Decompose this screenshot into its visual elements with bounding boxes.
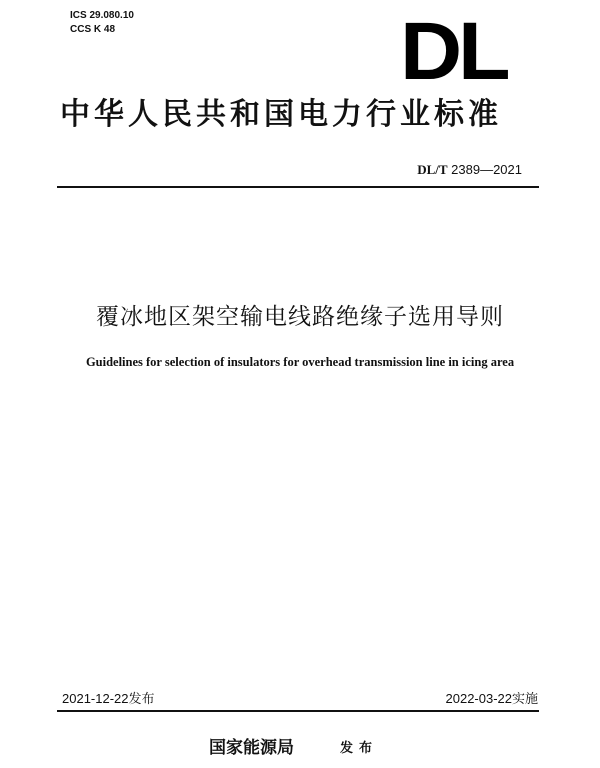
- dl-logo: DL: [400, 6, 507, 97]
- ics-code: ICS 29.080.10: [70, 10, 134, 21]
- issue-date: 2021-12-22发布: [62, 691, 155, 706]
- standard-prefix: DL/T: [417, 162, 448, 177]
- publisher-name: 国家能源局: [209, 738, 294, 758]
- ccs-code: CCS K 48: [70, 24, 116, 35]
- organization-title: 中华人民共和国电力行业标准: [60, 97, 502, 132]
- standard-number: [417, 161, 522, 179]
- standard-code: 2389—2021: [451, 162, 522, 177]
- document-title-zh: 覆冰地区架空输电线路绝缘子选用导则: [96, 304, 504, 330]
- footer-divider: [57, 710, 539, 712]
- header-divider: [57, 186, 539, 188]
- publish-label: 发布: [340, 741, 379, 756]
- implementation-date: 2022-03-22实施: [445, 691, 538, 706]
- document-title-en: Guidelines for selection of insulators for overhead transmission line in icing area: [85, 355, 515, 369]
